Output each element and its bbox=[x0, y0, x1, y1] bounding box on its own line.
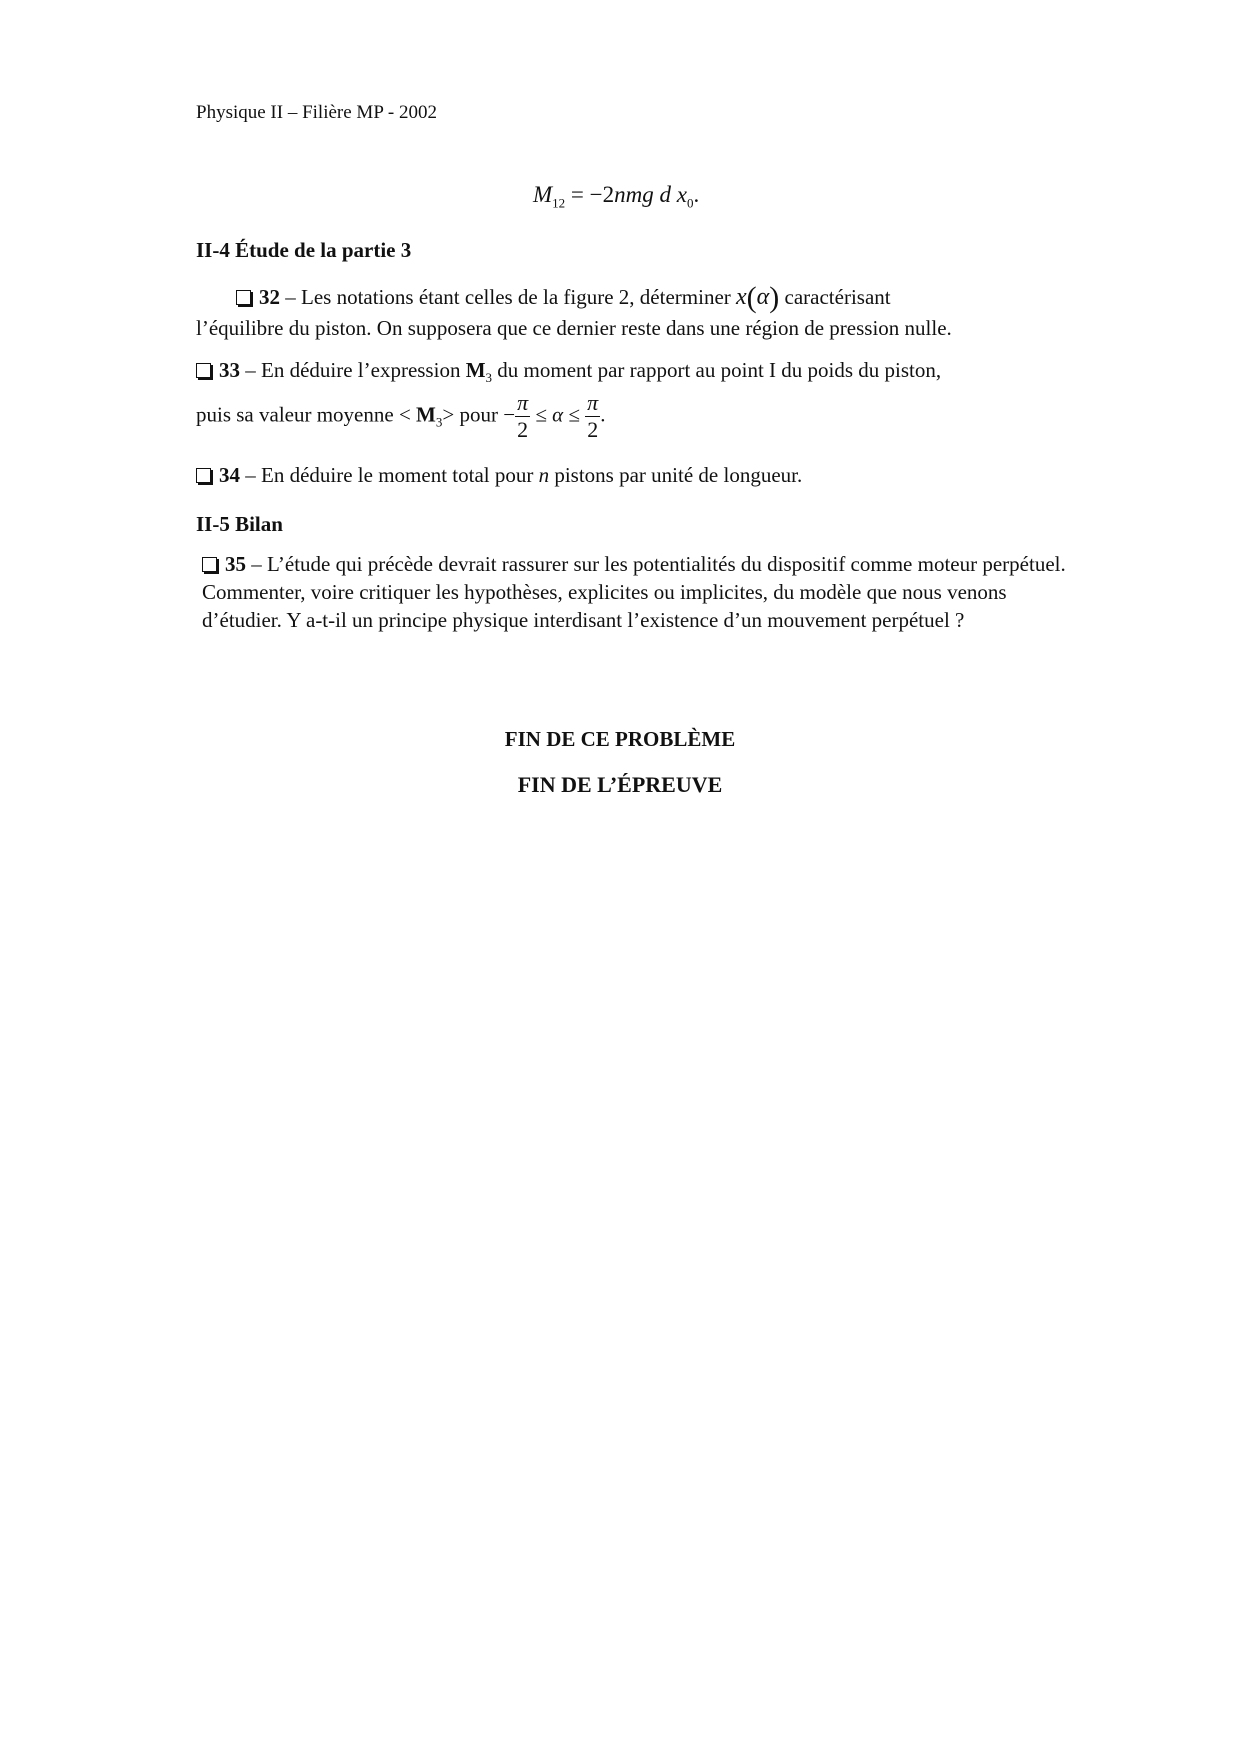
eq-rhs-a: = −2 bbox=[565, 182, 615, 207]
eq-rhs-sub: 0 bbox=[686, 195, 694, 211]
question-text: – L’étude qui précède devrait rassurer sur les potentialités du dispositif comme moteur perpétuel. Commenter, voire critiquer les hypothèses, explicites ou implicites, du modèle que nous venons d’étudier. Y a-t-il un principe physique interdisant l’existence d’un mouvement perpétuel ? bbox=[202, 552, 1066, 632]
eq-rhs-b: nmg d x bbox=[614, 182, 687, 207]
end-exam: FIN DE L’ÉPREUVE bbox=[517, 772, 723, 797]
q33-text-b: > pour − bbox=[442, 402, 516, 427]
eq-lhs: M bbox=[533, 182, 553, 207]
question-34 bbox=[196, 463, 802, 488]
moment-symbol: M bbox=[465, 358, 486, 382]
alpha-symbol: α bbox=[756, 284, 770, 310]
checkbox-icon bbox=[202, 557, 217, 572]
eq-end: . bbox=[693, 182, 700, 207]
paren-open: ( bbox=[746, 281, 757, 314]
q33-end: . bbox=[600, 402, 606, 427]
frac-den: 2 bbox=[517, 417, 529, 442]
question-text: – Les notations étant celles de la figure 2, déterminer bbox=[280, 285, 737, 309]
section-title-ii4: II-4 Étude de la partie 3 bbox=[196, 238, 412, 262]
question-33-line2 bbox=[196, 392, 605, 441]
q33-text: puis sa valeur moyenne < bbox=[196, 402, 417, 427]
equation-m12 bbox=[533, 182, 699, 212]
fraction-pi-over-2 bbox=[515, 392, 530, 441]
paren-close: ) bbox=[769, 281, 780, 314]
checkbox-icon bbox=[196, 363, 211, 378]
moment-sub: 3 bbox=[485, 370, 493, 386]
question-number: 32 bbox=[259, 285, 280, 309]
question-text-cont: caractérisant bbox=[779, 285, 891, 309]
frac-num: π bbox=[517, 390, 529, 415]
checkbox-icon bbox=[236, 290, 251, 305]
page-header: Physique II – Filière MP - 2002 bbox=[196, 102, 438, 123]
question-text: – En déduire l’expression bbox=[240, 358, 466, 382]
n-symbol: n bbox=[538, 463, 550, 487]
moment-sub-2: 3 bbox=[435, 414, 443, 430]
question-number: 35 bbox=[225, 552, 246, 576]
eq-lhs-sub: 12 bbox=[552, 195, 566, 211]
frac-den: 2 bbox=[587, 417, 599, 442]
question-number: 34 bbox=[219, 463, 240, 487]
section-title-ii5: II-5 Bilan bbox=[196, 512, 283, 536]
fraction-pi-over-2-b bbox=[585, 392, 600, 441]
x-symbol: x bbox=[736, 284, 747, 310]
question-text: – En déduire le moment total pour bbox=[240, 463, 539, 487]
question-text-cont: pistons par unité de longueur. bbox=[549, 463, 803, 487]
end-problem: FIN DE CE PROBLÈME bbox=[504, 727, 736, 751]
question-text-cont: du moment par rapport au point I du poids du piston, bbox=[492, 358, 942, 382]
checkbox-icon bbox=[196, 468, 211, 483]
frac-num: π bbox=[587, 390, 599, 415]
inequality: ≤ α ≤ bbox=[530, 402, 586, 427]
question-number: 33 bbox=[219, 358, 240, 382]
x-alpha-expression bbox=[736, 281, 780, 314]
question-32-line2: l’équilibre du piston. On supposera que ce dernier reste dans une région de pression nulle. bbox=[196, 316, 952, 340]
question-35 bbox=[196, 550, 1076, 634]
question-33-line1 bbox=[196, 358, 941, 386]
question-32-line1 bbox=[236, 281, 891, 315]
moment-symbol-2: M bbox=[416, 402, 436, 427]
